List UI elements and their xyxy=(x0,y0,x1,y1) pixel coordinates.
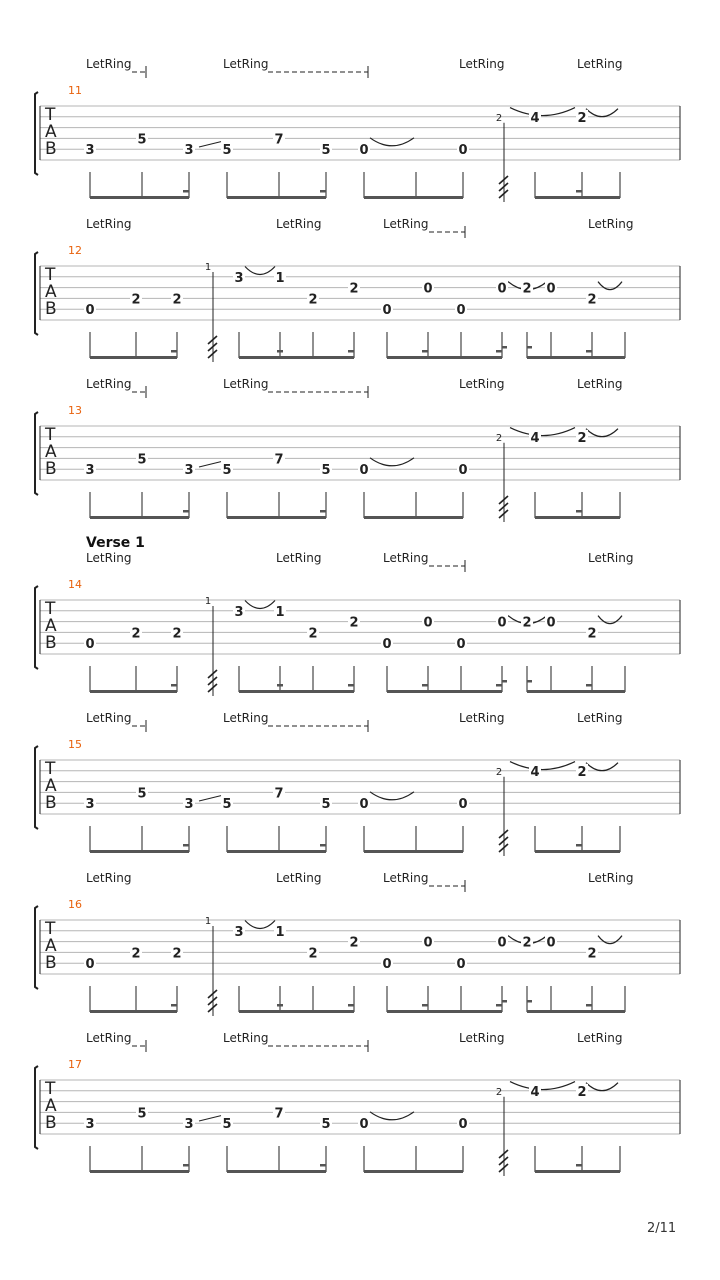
measure-number: 15 xyxy=(68,738,82,751)
fret-number: 5 xyxy=(321,463,331,479)
beam-stub xyxy=(527,1000,532,1003)
beam-stub xyxy=(586,684,592,687)
page-number: 2/11 xyxy=(647,1221,677,1236)
letring-label: LetRing xyxy=(276,871,322,885)
grace-note-fret: 2 xyxy=(495,1086,503,1098)
fret-number: 2 xyxy=(577,110,587,126)
fret-number: 0 xyxy=(85,957,95,973)
fret-number: 2 xyxy=(308,626,318,642)
beam xyxy=(535,196,620,199)
fret-number: 2 xyxy=(587,946,597,962)
fret-number: 1 xyxy=(275,270,285,286)
fret-number: 0 xyxy=(546,615,556,631)
beam xyxy=(227,516,326,519)
beam-stub xyxy=(320,844,326,847)
fret-number: 2 xyxy=(522,615,532,631)
fret-number: 2 xyxy=(349,615,359,631)
fret-number: 0 xyxy=(458,463,468,479)
beam-stub xyxy=(422,684,428,687)
tie-arc xyxy=(245,920,275,928)
beam xyxy=(90,1010,177,1013)
measure-number: 12 xyxy=(68,244,82,257)
tab-clef-letter: B xyxy=(45,1113,57,1133)
fret-number: 5 xyxy=(321,1117,331,1133)
beam xyxy=(387,690,502,693)
fret-number: 3 xyxy=(184,1117,194,1133)
beam xyxy=(239,1010,354,1013)
beam xyxy=(535,516,620,519)
fret-number: 2 xyxy=(131,292,141,308)
letring-label: LetRing xyxy=(276,217,322,231)
slide-line xyxy=(199,142,221,147)
tie-arc xyxy=(510,108,575,116)
letring-label: LetRing xyxy=(86,551,132,565)
beam xyxy=(387,1010,502,1013)
fret-number: 4 xyxy=(530,110,540,126)
measure-number: 16 xyxy=(68,898,82,911)
grace-note-fret: 1 xyxy=(204,916,212,927)
fret-number: 0 xyxy=(458,797,468,813)
beam xyxy=(227,196,326,199)
fret-number: 2 xyxy=(577,764,587,780)
letring-label: LetRing xyxy=(577,57,623,71)
beam-stub xyxy=(496,684,502,687)
beam-stub xyxy=(320,1164,326,1167)
fret-number: 3 xyxy=(234,270,244,286)
letring-label: LetRing xyxy=(588,551,634,565)
tab-clef-letter: T xyxy=(45,1079,56,1099)
letring-label: LetRing xyxy=(276,551,322,565)
beam xyxy=(90,850,189,853)
beam xyxy=(527,356,625,359)
tab-clef-letter: T xyxy=(45,265,56,285)
measure-number: 13 xyxy=(68,404,82,417)
fret-number: 0 xyxy=(458,1117,468,1133)
letring-label: LetRing xyxy=(223,711,269,725)
beam-stub xyxy=(496,350,502,353)
letring-label: LetRing xyxy=(86,57,132,71)
fret-number: 0 xyxy=(456,303,466,319)
beam-stub xyxy=(576,510,582,513)
tab-clef-letter: B xyxy=(45,139,57,159)
fret-number: 2 xyxy=(131,946,141,962)
fret-number: 5 xyxy=(222,463,232,479)
fret-number: 3 xyxy=(85,1117,95,1133)
beam-stub xyxy=(320,510,326,513)
beam-stub xyxy=(348,684,354,687)
tab-clef-letter: B xyxy=(45,299,57,319)
fret-number: 4 xyxy=(530,430,540,446)
beam-stub xyxy=(171,1004,177,1007)
tie-arc xyxy=(370,1112,414,1120)
tab-clef-letter: T xyxy=(45,919,56,939)
beam xyxy=(227,1170,326,1173)
beam-stub xyxy=(277,684,283,687)
tab-clef-letter: T xyxy=(45,105,56,125)
beam-stub xyxy=(183,190,189,193)
letring-label: LetRing xyxy=(577,377,623,391)
fret-number: 3 xyxy=(85,463,95,479)
beam xyxy=(90,1170,189,1173)
beam-stub xyxy=(502,1000,507,1003)
fret-number: 2 xyxy=(131,626,141,642)
grace-note-fret: 1 xyxy=(204,262,212,273)
fret-number: 2 xyxy=(587,292,597,308)
grace-note-fret: 2 xyxy=(495,112,503,124)
fret-number: 2 xyxy=(308,946,318,962)
beam xyxy=(227,850,326,853)
fret-number: 3 xyxy=(85,143,95,159)
tie-arc xyxy=(370,138,414,146)
section-label-verse-1: Verse 1 xyxy=(86,535,145,551)
fret-number: 1 xyxy=(275,924,285,940)
beam-stub xyxy=(527,680,532,683)
fret-number: 7 xyxy=(274,786,284,802)
beam xyxy=(527,690,625,693)
tab-clef-letter: T xyxy=(45,759,56,779)
fret-number: 0 xyxy=(85,637,95,653)
tie-arc xyxy=(245,266,275,274)
fret-number: 0 xyxy=(546,935,556,951)
letring-label: LetRing xyxy=(86,711,132,725)
tie-arc xyxy=(598,616,622,624)
fret-number: 2 xyxy=(577,430,587,446)
tab-clef-letter: A xyxy=(45,936,57,956)
letring-label: LetRing xyxy=(223,1031,269,1045)
beam xyxy=(90,516,189,519)
beam-stub xyxy=(171,350,177,353)
tab-clef-letter: B xyxy=(45,793,57,813)
tab-clef-letter: A xyxy=(45,442,57,462)
fret-number: 2 xyxy=(587,626,597,642)
fret-number: 4 xyxy=(530,1084,540,1100)
tie-arc xyxy=(586,1083,618,1091)
fret-number: 2 xyxy=(349,935,359,951)
slide-line xyxy=(199,1116,221,1121)
fret-number: 0 xyxy=(359,463,369,479)
beam xyxy=(90,690,177,693)
beam-stub xyxy=(183,510,189,513)
system-bracket xyxy=(35,746,38,829)
letring-label: LetRing xyxy=(383,871,429,885)
tie-arc xyxy=(586,763,618,771)
tie-arc xyxy=(370,458,414,466)
fret-number: 0 xyxy=(382,957,392,973)
system-bracket xyxy=(35,906,38,989)
fret-number: 3 xyxy=(234,924,244,940)
fret-number: 0 xyxy=(382,303,392,319)
beam-stub xyxy=(422,1004,428,1007)
letring-label: LetRing xyxy=(383,217,429,231)
grace-note-fret: 2 xyxy=(495,766,503,778)
tab-clef-letter: B xyxy=(45,953,57,973)
tab-clef-letter: A xyxy=(45,776,57,796)
beam-stub xyxy=(320,190,326,193)
grace-note-fret: 2 xyxy=(495,432,503,444)
tie-arc xyxy=(510,1082,575,1090)
fret-number: 0 xyxy=(423,281,433,297)
system-bracket xyxy=(35,586,38,669)
letring-label: LetRing xyxy=(223,57,269,71)
fret-number: 2 xyxy=(577,1084,587,1100)
beam xyxy=(364,196,463,199)
fret-number: 2 xyxy=(172,626,182,642)
tab-clef-letter: A xyxy=(45,282,57,302)
beam-stub xyxy=(586,1004,592,1007)
slide-line xyxy=(199,796,221,801)
letring-label: LetRing xyxy=(459,57,505,71)
tab-clef-letter: A xyxy=(45,616,57,636)
system-bracket xyxy=(35,252,38,335)
beam-stub xyxy=(496,1004,502,1007)
beam-stub xyxy=(502,680,507,683)
beam-stub xyxy=(422,350,428,353)
letring-label: LetRing xyxy=(86,377,132,391)
fret-number: 1 xyxy=(275,604,285,620)
beam xyxy=(387,356,502,359)
fret-number: 5 xyxy=(137,1106,147,1122)
fret-number: 5 xyxy=(137,786,147,802)
fret-number: 0 xyxy=(497,935,507,951)
fret-number: 2 xyxy=(522,935,532,951)
system-bracket xyxy=(35,1066,38,1149)
beam-stub xyxy=(502,346,507,349)
beam xyxy=(90,196,189,199)
fret-number: 2 xyxy=(522,281,532,297)
fret-number: 7 xyxy=(274,1106,284,1122)
system-bracket xyxy=(35,412,38,495)
fret-number: 0 xyxy=(423,935,433,951)
fret-number: 3 xyxy=(184,797,194,813)
fret-number: 0 xyxy=(359,1117,369,1133)
tie-arc xyxy=(586,109,618,117)
tab-clef-letter: T xyxy=(45,425,56,445)
fret-number: 5 xyxy=(137,452,147,468)
letring-label: LetRing xyxy=(577,1031,623,1045)
letring-label: LetRing xyxy=(459,377,505,391)
beam-stub xyxy=(171,684,177,687)
fret-number: 0 xyxy=(456,957,466,973)
fret-number: 0 xyxy=(546,281,556,297)
letring-label: LetRing xyxy=(459,711,505,725)
fret-number: 2 xyxy=(349,281,359,297)
letring-label: LetRing xyxy=(86,1031,132,1045)
fret-number: 2 xyxy=(172,292,182,308)
fret-number: 5 xyxy=(222,1117,232,1133)
beam xyxy=(239,356,354,359)
beam-stub xyxy=(586,350,592,353)
slide-line xyxy=(199,462,221,467)
beam xyxy=(535,1170,620,1173)
letring-label: LetRing xyxy=(383,551,429,565)
fret-number: 2 xyxy=(172,946,182,962)
tab-clef-letter: A xyxy=(45,122,57,142)
fret-number: 5 xyxy=(222,797,232,813)
fret-number: 3 xyxy=(234,604,244,620)
fret-number: 3 xyxy=(184,463,194,479)
tie-arc xyxy=(598,936,622,944)
tie-arc xyxy=(598,282,622,290)
beam xyxy=(527,1010,625,1013)
beam xyxy=(535,850,620,853)
fret-number: 0 xyxy=(359,143,369,159)
letring-label: LetRing xyxy=(86,871,132,885)
fret-number: 0 xyxy=(497,281,507,297)
beam-stub xyxy=(576,190,582,193)
tab-clef-letter: B xyxy=(45,633,57,653)
beam-stub xyxy=(576,1164,582,1167)
fret-number: 0 xyxy=(359,797,369,813)
letring-label: LetRing xyxy=(577,711,623,725)
fret-number: 0 xyxy=(85,303,95,319)
tie-arc xyxy=(586,429,618,437)
fret-number: 3 xyxy=(184,143,194,159)
fret-number: 5 xyxy=(321,143,331,159)
fret-number: 5 xyxy=(222,143,232,159)
fret-number: 4 xyxy=(530,764,540,780)
fret-number: 5 xyxy=(137,132,147,148)
measure-number: 17 xyxy=(68,1058,82,1071)
fret-number: 0 xyxy=(423,615,433,631)
tie-arc xyxy=(510,428,575,436)
beam-stub xyxy=(277,350,283,353)
letring-label: LetRing xyxy=(86,217,132,231)
tab-clef-letter: B xyxy=(45,459,57,479)
letring-label: LetRing xyxy=(588,871,634,885)
tie-arc xyxy=(510,762,575,770)
fret-number: 5 xyxy=(321,797,331,813)
fret-number: 0 xyxy=(456,637,466,653)
system-bracket xyxy=(35,92,38,175)
measure-number: 11 xyxy=(68,84,82,97)
fret-number: 7 xyxy=(274,452,284,468)
letring-label: LetRing xyxy=(588,217,634,231)
tie-arc xyxy=(245,600,275,608)
measure-number: 14 xyxy=(68,578,82,591)
grace-note-fret: 1 xyxy=(204,596,212,607)
beam-stub xyxy=(183,844,189,847)
beam-stub xyxy=(348,350,354,353)
letring-label: LetRing xyxy=(223,377,269,391)
fret-number: 7 xyxy=(274,132,284,148)
beam xyxy=(239,690,354,693)
beam-stub xyxy=(277,1004,283,1007)
beam-stub xyxy=(183,1164,189,1167)
fret-number: 0 xyxy=(497,615,507,631)
beam xyxy=(364,850,463,853)
fret-number: 0 xyxy=(382,637,392,653)
beam-stub xyxy=(527,346,532,349)
fret-number: 0 xyxy=(458,143,468,159)
beam-stub xyxy=(348,1004,354,1007)
letring-label: LetRing xyxy=(459,1031,505,1045)
tab-clef-letter: A xyxy=(45,1096,57,1116)
tie-arc xyxy=(370,792,414,800)
beam xyxy=(364,1170,463,1173)
fret-number: 3 xyxy=(85,797,95,813)
beam-stub xyxy=(576,844,582,847)
beam xyxy=(90,356,177,359)
beam xyxy=(364,516,463,519)
fret-number: 2 xyxy=(308,292,318,308)
tab-clef-letter: T xyxy=(45,599,56,619)
